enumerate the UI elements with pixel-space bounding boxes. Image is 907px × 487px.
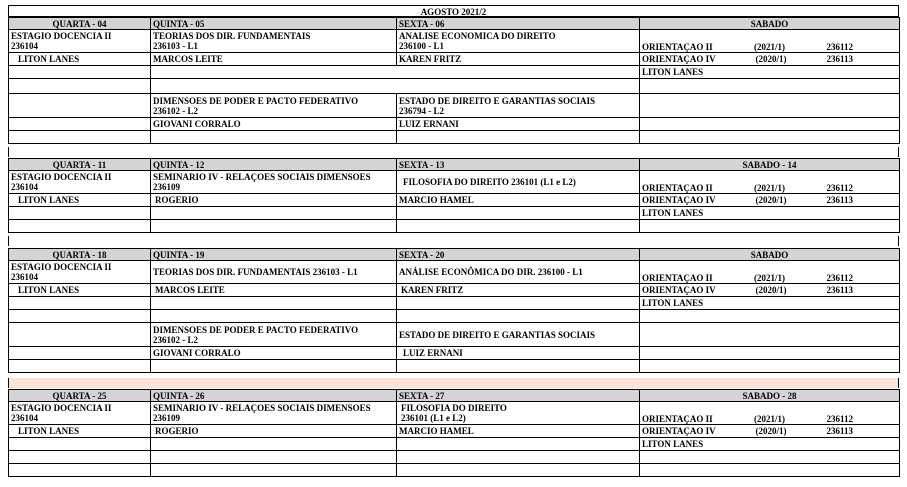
day-header-fri: SEXTA - 20 xyxy=(397,249,640,261)
day-header-wed: QUARTA - 18 xyxy=(9,249,151,261)
sat-course-cell-2 xyxy=(640,425,900,438)
week-separator xyxy=(8,236,899,246)
empty-cell xyxy=(151,220,397,233)
sat-course-cell-1 xyxy=(640,261,900,284)
empty-cell xyxy=(397,451,640,464)
week-4-block xyxy=(8,389,899,477)
sat-professor: LITON LANES xyxy=(640,66,900,79)
day-header-thu: QUINTA - 19 xyxy=(151,249,397,261)
day-header-fri: SEXTA - 27 xyxy=(397,390,640,402)
week-3-table xyxy=(8,248,900,373)
sat-course-name: ORIENTAÇAO IV xyxy=(642,54,716,64)
sat-course-term: (2020/1) xyxy=(755,426,787,436)
empty-cell xyxy=(9,360,151,373)
empty-cell xyxy=(640,323,900,347)
empty-cell xyxy=(9,220,151,233)
empty-cell xyxy=(640,79,900,94)
sat-course-cell-1 xyxy=(640,30,900,53)
empty-cell xyxy=(397,438,640,451)
empty-cell xyxy=(397,464,640,477)
empty-cell xyxy=(9,118,151,131)
thu-code: 236109 xyxy=(153,413,180,423)
day-header-fri: SEXTA - 13 xyxy=(397,159,640,171)
empty-cell xyxy=(151,464,397,477)
sat-course-cell-1 xyxy=(640,402,900,425)
empty-cell xyxy=(151,438,397,451)
thu-professor-2: GIOVANI CORRALO xyxy=(151,118,397,131)
thu-professor: MARCOS LEITE xyxy=(151,53,397,66)
sat-course-code: 236112 xyxy=(826,273,853,283)
empty-cell xyxy=(9,207,151,220)
fri-professor: MARCIO HAMEL xyxy=(397,425,640,438)
empty-cell xyxy=(640,347,900,360)
fri-course-2-cell xyxy=(397,323,640,347)
empty-cell xyxy=(640,220,900,233)
schedule-title: AGOSTO 2021/2 xyxy=(8,5,899,17)
fri-professor: KAREN FRITZ xyxy=(397,284,640,297)
empty-cell xyxy=(397,207,640,220)
wed-professor: LITON LANES xyxy=(9,194,151,207)
fri-course-cell xyxy=(397,171,640,194)
empty-cell xyxy=(151,451,397,464)
thu-course: SEMINARIO IV - RELAÇOES SOCIAIS DIMENSOES xyxy=(153,403,371,413)
day-header-thu: QUINTA - 26 xyxy=(151,390,397,402)
thu-code: 236109 xyxy=(153,182,180,192)
sat-course-code: 236113 xyxy=(826,54,853,64)
thu-course-2-cell xyxy=(151,323,397,347)
thu-course-2: DIMENSOES DE PODER E PACTO FEDERATIVO xyxy=(153,95,359,106)
empty-cell xyxy=(151,66,640,79)
empty-cell xyxy=(9,464,151,477)
fri-course: ANALISE ECONOMICA DO DIREITO xyxy=(399,31,556,41)
week-2-table xyxy=(8,158,900,233)
sat-course-code: 236113 xyxy=(826,426,853,436)
week-2-block xyxy=(8,158,899,233)
day-header-thu: QUINTA - 05 xyxy=(151,18,397,30)
wed-course: ESTAGIO DOCENCIA II xyxy=(11,172,112,182)
wed-professor: LITON LANES xyxy=(9,284,151,297)
wed-professor: LITON LANES xyxy=(9,425,151,438)
day-header-fri: SEXTA - 06 xyxy=(397,18,640,30)
empty-cell xyxy=(640,94,900,118)
day-header-sat: SABADO xyxy=(640,18,900,30)
wed-code: 236104 xyxy=(11,272,38,282)
fri-code: 236101 (L1 e L2) xyxy=(401,413,466,423)
empty-cell xyxy=(9,66,151,79)
wed-code: 236104 xyxy=(11,182,38,192)
thu-professor-2: GIOVANI CORRALO xyxy=(151,347,397,360)
empty-cell xyxy=(397,131,640,144)
empty-cell xyxy=(397,360,640,373)
sat-course-term: (2021/1) xyxy=(754,414,786,424)
wed-code: 236104 xyxy=(11,413,38,423)
sat-course-code: 236113 xyxy=(826,195,853,205)
sat-course-name: ORIENTAÇAO IV xyxy=(642,195,716,205)
sat-course-code: 236112 xyxy=(826,42,853,52)
week-1-table xyxy=(8,17,900,144)
wed-course-cell xyxy=(9,30,151,53)
empty-cell xyxy=(9,131,151,144)
sat-professor: LITON LANES xyxy=(640,438,900,451)
thu-code: 236103 - L1 xyxy=(153,41,198,51)
fri-professor-2: LUIZ ERNANI xyxy=(397,347,640,360)
fri-course-cell xyxy=(397,30,640,53)
thu-course-cell xyxy=(151,171,397,194)
week-3-block xyxy=(8,248,899,373)
fri-course-2-cell xyxy=(397,94,640,118)
sat-course-term: (2020/1) xyxy=(755,54,787,64)
thu-course-2: DIMENSOES DE PODER E PACTO FEDERATIVO xyxy=(153,324,359,335)
thu-course: TEORIAS DOS DIR. FUNDAMENTAIS 236103 - L1 xyxy=(153,267,358,277)
week-1-block xyxy=(8,17,899,144)
fri-professor: KAREN FRITZ xyxy=(397,53,640,66)
thu-professor: MARCOS LEITE xyxy=(151,284,397,297)
sat-professor: LITON LANES xyxy=(640,297,900,310)
sat-course-cell-2 xyxy=(640,194,900,207)
thu-course-cell xyxy=(151,30,397,53)
empty-cell xyxy=(640,464,900,477)
sat-course-cell-2 xyxy=(640,284,900,297)
day-header-sat: SABADO xyxy=(640,249,900,261)
empty-cell xyxy=(151,360,397,373)
empty-cell xyxy=(9,451,151,464)
sat-course-code: 236112 xyxy=(826,414,853,424)
wed-code: 236104 xyxy=(11,41,38,51)
sat-course-code: 236112 xyxy=(826,183,853,193)
empty-cell xyxy=(9,79,151,94)
day-header-wed: QUARTA - 04 xyxy=(9,18,151,30)
empty-cell xyxy=(640,310,900,323)
sat-course-name: ORIENTAÇAO II xyxy=(642,183,713,193)
sat-course-code: 236113 xyxy=(826,285,853,295)
sat-course-name: ORIENTAÇAO IV xyxy=(642,426,716,436)
fri-course-2: ESTADO DE DIREITO E GARANTIAS SOCIAIS xyxy=(399,95,595,106)
empty-cell xyxy=(151,297,397,310)
empty-cell xyxy=(640,118,900,131)
fri-code-2: 236794 - L2 xyxy=(399,105,444,116)
thu-professor: ROGERIO xyxy=(151,425,397,438)
wed-course: ESTAGIO DOCENCIA II xyxy=(11,262,112,272)
thu-code-2: 236102 - L2 xyxy=(153,105,198,116)
empty-cell xyxy=(640,131,900,144)
thu-course-cell xyxy=(151,261,397,284)
day-header-wed: QUARTA - 25 xyxy=(9,390,151,402)
empty-cell xyxy=(397,310,640,323)
fri-course: FILOSOFIA DO DIREITO xyxy=(401,403,507,413)
empty-cell xyxy=(640,451,900,464)
fri-course: FILOSOFIA DO DIREITO 236101 (L1 e L2) xyxy=(403,177,576,187)
sat-course-term: (2021/1) xyxy=(754,273,786,283)
wed-course-cell xyxy=(9,261,151,284)
thu-course: SEMINARIO IV - RELAÇOES SOCIAIS DIMENSOES xyxy=(153,172,371,182)
empty-cell xyxy=(151,79,640,94)
sat-course-name: ORIENTAÇAO II xyxy=(642,273,713,283)
thu-code-2: 236102 - L2 xyxy=(153,334,198,345)
sat-course-cell-2 xyxy=(640,53,900,66)
day-header-thu: QUINTA - 12 xyxy=(151,159,397,171)
thu-course-cell xyxy=(151,402,397,425)
week-4-table xyxy=(8,389,900,477)
sat-course-cell-1 xyxy=(640,171,900,194)
wed-course-cell xyxy=(9,402,151,425)
empty-cell xyxy=(9,297,151,310)
sat-professor: LITON LANES xyxy=(640,207,900,220)
thu-course-2-cell xyxy=(151,94,397,118)
empty-cell xyxy=(9,347,151,360)
sat-course-term: (2021/1) xyxy=(754,183,786,193)
sat-course-term: (2020/1) xyxy=(755,195,787,205)
sat-course-term: (2020/1) xyxy=(755,285,787,295)
week-separator xyxy=(8,378,899,388)
thu-professor: ROGERIO xyxy=(151,194,397,207)
wed-professor: LITON LANES xyxy=(9,53,151,66)
week-separator xyxy=(8,147,899,157)
empty-cell xyxy=(151,207,397,220)
sat-course-name: ORIENTAÇAO IV xyxy=(642,285,716,295)
empty-cell xyxy=(9,310,151,323)
wed-course: ESTAGIO DOCENCIA II xyxy=(11,403,112,413)
empty-cell xyxy=(151,310,397,323)
wed-course-cell xyxy=(9,171,151,194)
fri-course-cell xyxy=(397,402,640,425)
empty-cell xyxy=(397,220,640,233)
fri-professor-2: LUIZ ERNANI xyxy=(397,118,640,131)
empty-cell xyxy=(397,297,640,310)
fri-code: 236100 - L1 xyxy=(399,41,444,51)
sat-course-term: (2021/1) xyxy=(754,42,786,52)
day-header-sat: SABADO - 14 xyxy=(640,159,900,171)
fri-course-2: ESTADO DE DIREITO E GARANTIAS SOCIAIS xyxy=(399,329,595,340)
fri-professor: MARCIO HAMEL xyxy=(397,194,640,207)
empty-cell xyxy=(9,323,151,347)
empty-cell xyxy=(640,360,900,373)
day-header-wed: QUARTA - 11 xyxy=(9,159,151,171)
wed-course: ESTAGIO DOCENCIA II xyxy=(11,31,112,41)
sat-course-name: ORIENTAÇAO II xyxy=(642,42,713,52)
empty-cell xyxy=(9,94,151,118)
empty-cell xyxy=(151,131,397,144)
fri-course-cell xyxy=(397,261,640,284)
empty-cell xyxy=(9,438,151,451)
day-header-sat: SABADO - 28 xyxy=(640,390,900,402)
fri-course: ANÁLISE ECONÔMICA DO DIR. 236100 - L1 xyxy=(399,267,583,277)
thu-course: TEORIAS DOS DIR. FUNDAMENTAIS xyxy=(153,31,311,41)
sat-course-name: ORIENTAÇAO II xyxy=(642,414,713,424)
